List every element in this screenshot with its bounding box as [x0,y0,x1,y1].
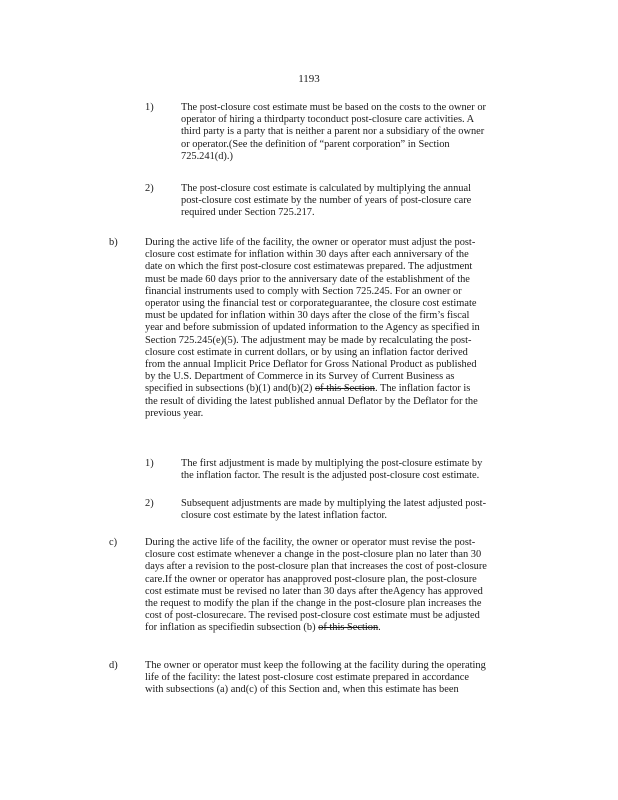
text-line: closure cost estimate in current dollars, or by using an inflation factor derived [145,346,468,358]
text-line: Subsequent adjustments are made by multiplying the latest adjusted post- [181,498,487,509]
text-line: The post-closure cost estimate must be based on the costs to the owner or [181,102,487,113]
text-line: During the active life of the facility, the owner or operator must revise the post- [145,537,476,548]
text-line: the request to modify the plan if the change in the post-closure plan increases the [145,598,482,610]
struck-text: of this Section [314,383,375,395]
text-line: financial instruments used to comply with Section 725.245. For an owner or [145,285,462,297]
paragraph-text [145,660,534,697]
list-marker: 1) [145,458,154,469]
text-line: The post-closure cost estimate is calculated by multiplying the annual [181,183,471,194]
text-line: or operator.(See the definition of “parent corporation” in Section [181,138,450,150]
text-line: closure cost estimate for inflation within 30 days after each anniversary of the [145,249,469,261]
text-line: by the U.S. Department of Commerce in its Survey of Current Business as [145,371,455,383]
text-line: post-closure cost estimate by the number of years of post-closure care [181,195,472,207]
struck-text: of this Section [318,622,379,634]
paragraph-text [181,498,534,522]
text-line: The first adjustment is made by multiplying the post-closure estimate by [181,458,483,469]
text-line: cost of post-closurecare. The revised post-closure cost estimate must be adjusted [145,610,480,622]
text-line: life of the facility: the latest post-closure cost estimate prepared in accordance [145,672,469,684]
paragraph-text [181,458,534,482]
text-line: closure cost estimate whenever a change in the post-closure plan no later than 30 [145,549,482,561]
text-line: the result of dividing the latest published annual Deflator by the Deflator for the [145,395,478,407]
text-line: closure cost estimate by the latest inflation factor. [181,510,388,522]
text-line: Section 725.245(e)(5). The adjustment may be made by recalculating the post- [145,334,472,346]
text-line: year and before submission of updated information to the Agency as specified in [145,322,480,334]
paragraph-text [181,102,534,163]
list-marker: 2) [145,183,154,194]
text-line: from the annual Implicit Price Deflator for Gross National Product as published [145,359,477,371]
text-line: care.If the owner or operator has anapproved post-closure plan, the post-closure [145,573,477,585]
text-fragment: . The inflation factor is [374,383,471,395]
text-fragment: specified in subsections (b)(1) and(b)(2) [145,383,315,395]
section-marker: c) [109,537,118,548]
page-number: 1193 [298,73,320,85]
text-line: with subsections (a) and(c) of this Section and, when this estimate has been [145,684,459,696]
text-line: required under Section 725.217. [181,207,315,219]
text-fragment: . [378,622,381,634]
text-line: must be updated for inflation within 30 days after the close of the firm’s fiscal [145,310,470,322]
text-line: operator using the financial test or corporateguarantee, the closure cost estimate [145,298,477,310]
text-line: days after a revision to the post-closure plan that increases the cost of post-closure [145,561,487,573]
text-line: 725.241(d).) [181,150,233,162]
text-line [145,622,534,634]
paragraph-text [181,183,534,220]
text-line: cost estimate must be revised no later than 30 days after theAgency has approved [145,585,483,597]
text-line: operator of hiring a thirdparty toconduct post-closure care activities. A [181,114,475,126]
paragraph-text [145,237,534,420]
text-line: The owner or operator must keep the following at the facility during the operating [145,660,486,671]
text-line: date on which the first post-closure cost estimatewas prepared. The adjustment [145,261,473,273]
section-marker: b) [109,237,118,248]
list-marker: 2) [145,498,154,509]
list-marker: 1) [145,102,154,113]
text-line: must be made 60 days prior to the anniversary date of the establishment of the [145,273,470,285]
text-line [145,383,534,395]
text-line: During the active life of the facility, the owner or operator must adjust the post- [145,237,476,248]
text-line: previous year. [145,407,204,419]
text-line: third party is a party that is neither a parent nor a subsidiary of the owner [181,126,485,138]
text-line: the inflation factor. The result is the adjusted post-closure cost estimate. [181,470,480,482]
paragraph-text [145,537,534,635]
section-marker: d) [109,660,118,671]
text-fragment: for inflation as specifiedin subsection (b) [145,622,319,634]
